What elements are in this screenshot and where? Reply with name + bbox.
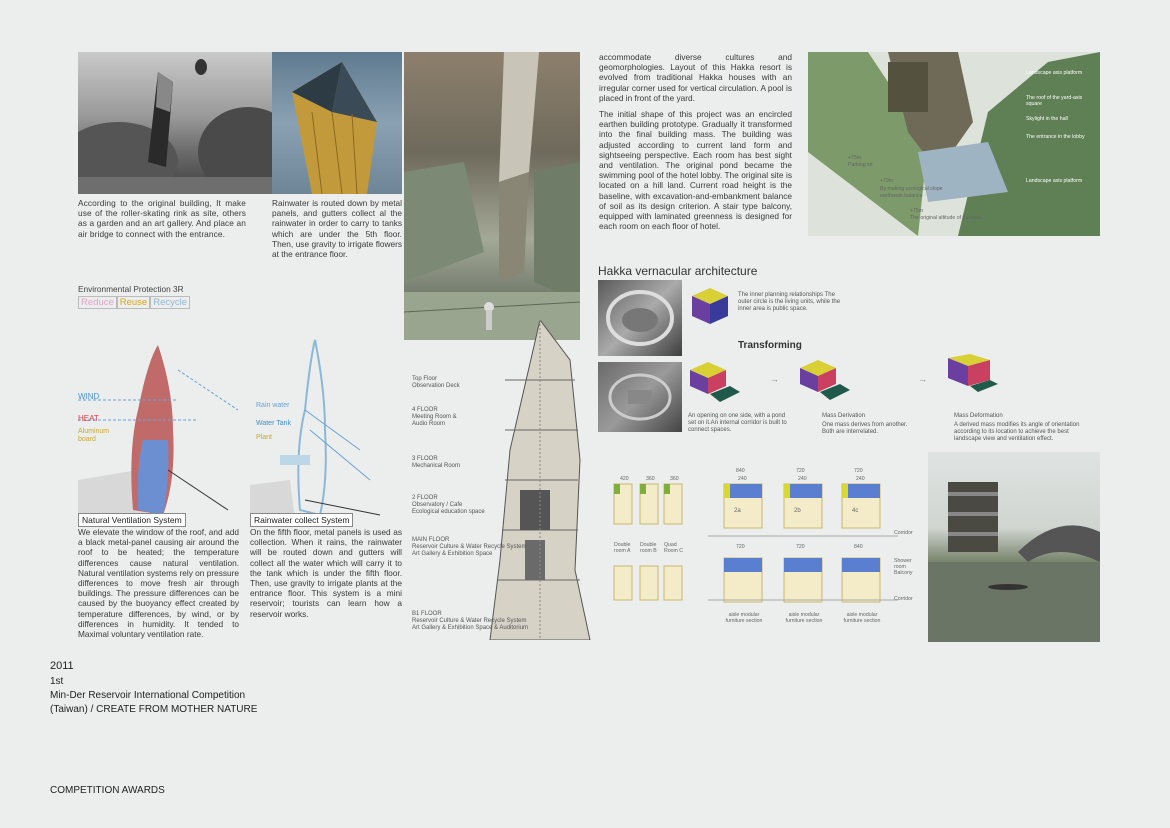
- caption-rainwater-system: On the fifth floor, metal panels is used as collection. When it rains, the rainwater will be routed down and gutters will collect all the water which will carry it to the tank which is under the fifth floor. Then, use gravity to irrigate plants at the entrance floor. This system is a mini reservoir; tourists can learn how a reservoir works.: [250, 527, 402, 619]
- room-plans: [598, 466, 924, 642]
- room-type-double-a: Double room A: [614, 542, 631, 554]
- tower-landscape-art: [78, 52, 272, 194]
- hakka-opening: An opening on one side, with a pond set on it.An internal corridor is built to connect spaces.: [688, 413, 787, 433]
- tower-landscape-photo: [78, 52, 272, 194]
- tower-section-art: [480, 320, 600, 640]
- hakka-block-4: [940, 352, 1000, 407]
- arrow-2: →: [918, 374, 927, 384]
- hakka-photo-1-art: [598, 280, 682, 356]
- label-corridor-2: Corridor: [894, 596, 913, 602]
- label-corridor-1: Corridor: [894, 530, 913, 536]
- footer-category: COMPETITION AWARDS: [50, 785, 165, 796]
- label-roof-of-yard: The roof of the yard-axis square: [1026, 95, 1083, 107]
- vent-heat-label: HEAT: [78, 414, 99, 423]
- vent-aluminum-label: Aluminum board: [78, 428, 110, 443]
- floor-top: Top Floor Observation Deck: [412, 376, 460, 389]
- hakka-block-2: [686, 358, 742, 411]
- label-shower: Shower room Balcony: [894, 558, 913, 576]
- dim-top-2: 720: [796, 468, 805, 474]
- dim-bottom-1: 720: [736, 544, 745, 550]
- hakka-mass-derivation-title: Mass Derivation: [822, 413, 866, 419]
- dim-top-3: 720: [854, 468, 863, 474]
- interior-atrium-art: [404, 52, 580, 340]
- label-entrance-lobby: The entrance in the lobby: [1026, 134, 1085, 140]
- vent-wind-label: WIND: [78, 392, 100, 401]
- hakka-inner-planning: The inner planning relationships The outer circle is the living units, while the inner area is public space.: [738, 292, 841, 312]
- label-slope-height: +79m: [880, 178, 894, 184]
- rain-title: Rainwater collect System: [250, 513, 353, 527]
- hakka-title: Hakka vernacular architecture: [598, 264, 758, 278]
- hakka-block-4-art: [940, 352, 1000, 402]
- hakka-block-3: [796, 356, 852, 409]
- hakka-block-1: [688, 284, 730, 331]
- ventilation-diagram: [78, 330, 268, 520]
- label-skylight: Skylight in the hall: [1026, 116, 1068, 122]
- rain-tank-label: Water Tank: [256, 420, 292, 427]
- dim-bottom-3: 840: [854, 544, 863, 550]
- env-reduce: Reduce: [78, 296, 117, 309]
- rain-water-label: Rain water: [256, 402, 290, 409]
- room-code-2a: 2a: [734, 508, 741, 514]
- footer-place: 1st: [50, 676, 64, 687]
- dim-top-1: 840: [736, 468, 745, 474]
- label-landscape-axis-platform: Landscape axis platform: [1026, 70, 1083, 76]
- label-parking: Parking lot: [848, 162, 873, 168]
- caption-rainwater-routed: Rainwater is routed down by metal panels, and gutters collect al the rainwater in order to carry to tanks which are under the 5th floor. Then, use gravity to irrigate flowers at the entrance floor.: [272, 198, 402, 260]
- label-parking-height: +75m: [848, 155, 862, 161]
- footer-year: 2011: [50, 660, 74, 672]
- section-label-2: aisle modular furniture section: [785, 612, 823, 624]
- hakka-photo-1: [598, 280, 682, 356]
- hakka-mass-deformation-title: Mass Deformation: [954, 413, 1003, 419]
- dim-left-2: 360: [646, 476, 655, 482]
- section-label-3: aisle modular furniture section: [843, 612, 881, 624]
- hakka-mass-derivation: One mass derives from another. Both are interrelated.: [822, 422, 908, 435]
- river-building-photo: [928, 452, 1100, 642]
- caption-original-building: According to the original building, It make use of the roller-skating rink as site, others as a garden and an art gallery. And place an air bridge to connect with the entrance.: [78, 198, 246, 239]
- dim-left-1: 420: [620, 476, 629, 482]
- floor-3: 3 FLOOR Mechanical Room: [412, 456, 461, 469]
- floor-main: MAIN FLOOR Reservoir Culture & Water Recycle System Art Gallery & Exhibition Space: [412, 537, 527, 557]
- sub-dim-3: 240: [856, 476, 865, 482]
- rainwater-tower-photo: [272, 52, 402, 194]
- floor-4: 4 FLOOR Meeting Room & Audio Room: [412, 407, 457, 427]
- env-recycle: Recycle: [150, 296, 190, 309]
- section-label-1: aisle modular furniture section: [725, 612, 763, 624]
- river-building-art: [928, 452, 1100, 642]
- rainwater-diagram: [250, 330, 400, 520]
- env-3r-block: [78, 284, 190, 309]
- env-reuse: Reuse: [117, 296, 150, 309]
- hakka-transforming: Transforming: [738, 340, 802, 351]
- site-section-art: [808, 52, 1100, 236]
- footer-competition: Min-Der Reservoir International Competition: [50, 690, 246, 701]
- footer-subtitle: (Taiwan) / CREATE FROM MOTHER NATURE: [50, 704, 258, 715]
- hakka-photo-2: [598, 362, 682, 432]
- rain-plant-label: Plant: [256, 434, 272, 441]
- tower-section-drawing: [480, 320, 600, 640]
- hakka-photo-2-art: [598, 362, 682, 432]
- sub-dim-2: 240: [798, 476, 807, 482]
- caption-initial-shape: The initial shape of this project was an encircled earthen building prototype. Gradually it transformed into the final building mass. The building was adjusted according to current land form and sightseeing perspective. Each room has best sight and ventilation. The original pond became the swimming pool of the hotel lobby. The original site is located on a hill land. Current road height is the baseline, with excavation-and-embankment balance of soil as its design criterion. A stair type balcony, equipped with laminated greenness is designed for each room on each floor of hotel.: [599, 109, 792, 232]
- hakka-block-3-art: [796, 356, 852, 404]
- room-code-2b: 2b: [794, 508, 801, 514]
- room-code-4c: 4c: [852, 508, 859, 514]
- vent-title: Natural Ventilation System: [78, 513, 186, 527]
- label-road-height: +75m: [910, 208, 924, 214]
- room-type-quad-c: Quad Room C: [664, 542, 684, 554]
- label-slope: By making ecological slope: [880, 186, 943, 192]
- dim-left-3: 360: [670, 476, 679, 482]
- hakka-block-2-art: [686, 358, 742, 406]
- ventilation-diagram-art: [78, 330, 268, 520]
- label-road: The original altitude of the road: [910, 215, 982, 221]
- caption-intro: accommodate diverse cultures and geomorphologies. Layout of this Hakka resort is evolved from traditional Hakka houses with an irregular corner used for vertical circulation. A pool is placed in front of the yard.: [599, 52, 792, 103]
- room-type-double-b: Double room B: [640, 542, 657, 554]
- caption-ventilation: We elevate the window of the roof, and add a black metal-panel causing air around the roof to be heated; the temperature differences cause natural ventilation. Natural ventilation systems rely on pressure differences to move fresh air through buildings. The pressure differences can be caused by the buoyancy effect created by temperature differences, by wind, or by differences in humidity. It tended to Maximal voluntary ventilation rate.: [78, 527, 239, 640]
- env-3r-title: Environmental Protection 3R: [78, 284, 184, 294]
- interior-atrium-render: [404, 52, 580, 340]
- sub-dim-1: 240: [738, 476, 747, 482]
- hakka-mass-deformation: A derived mass modifies its angle of orientation according to its location to achieve the best landscape view and ventilation effect.: [954, 422, 1080, 442]
- floor-2: 2 FLOOR Observatory / Cafe Ecological education space: [412, 495, 485, 515]
- label-landscape-axis-platform-2: Landscape axis platform: [1026, 178, 1083, 184]
- floor-b1: B1 FLOOR Reservoir Culture & Water Recycle System Art Gallery & Exhibition Space & Auditorium: [412, 611, 529, 631]
- label-earthwork: earthwork balance: [880, 193, 923, 199]
- arrow-1: →: [770, 374, 779, 384]
- site-section-render: [808, 52, 1100, 236]
- hakka-block-1-art: [688, 284, 730, 326]
- rainwater-tower-art: [272, 52, 402, 194]
- dim-bottom-2: 720: [796, 544, 805, 550]
